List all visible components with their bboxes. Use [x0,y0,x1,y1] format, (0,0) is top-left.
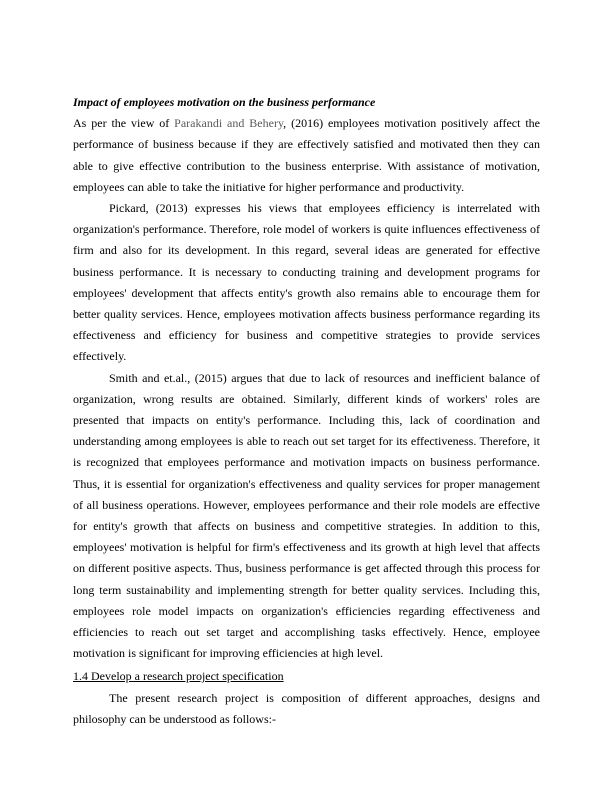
paragraph-1-rest: , (2016) employees motivation positively affect the performance of business because if they are effectively satisfied and motivated then they can able to give effective contribution to the business enterprise. With assistance of motivation, employees can able to take the initiative for higher performance and productivity. [73,116,540,194]
paragraph-1-lead: As per the view of [73,116,175,131]
document-body [73,92,540,730]
section-title: Impact of employees motivation on the business performance [73,95,376,109]
paragraph-2: Pickard, (2013) expresses his views that employees efficiency is interrelated with organization's performance. Therefore, role model of workers is quite influences effectiveness of firm and also for its development. In this regard, several ideas are generated for effective business performance. It is necessary to conducting training and development programs for employees' development that affects entity's growth also remains able to encourage them for better quality services. Hence, employees motivation affects business performance regarding its effectiveness and efficiency for business and competitive strategies to provide services effectively. [73,201,540,364]
subsection-heading: 1.4 Develop a research project specification [73,669,284,684]
paragraph-1 [73,113,540,198]
paragraph-4: The present research project is composition of different approaches, designs and philosophy can be understood as follows:- [73,690,540,726]
paragraph-3: Smith and et.al., (2015) argues that due to lack of resources and inefficient balance of organization, wrong results are obtained. Similarly, different kinds of workers' roles are presented that impacts on entity's performance. Including this, lack of coordination and understanding among employees is able to reach out set target for its effectiveness. Therefore, it is recognized that employees performance and motivation impacts on business performance. Thus, it is essential for organization's effectiveness and quality services for proper management of all business operations. However, employees performance and their role models are effective for entity's growth that affects on business and competitive strategies. In addition to this, employees' motivation is helpful for firm's effectiveness and its growth at high level that affects on different positive aspects. Thus, business performance is get affected through this process for long term sustainability and implementing strength for better quality services. Including this, employees role model impacts on organization's efficiencies regarding effectiveness and efficiencies to reach out set target and accomplishing tasks effectively. Hence, employee motivation is significant for improving efficiencies at high level. [73,370,540,661]
citation-parakandi-behery: Parakandi and Behery [174,116,284,131]
